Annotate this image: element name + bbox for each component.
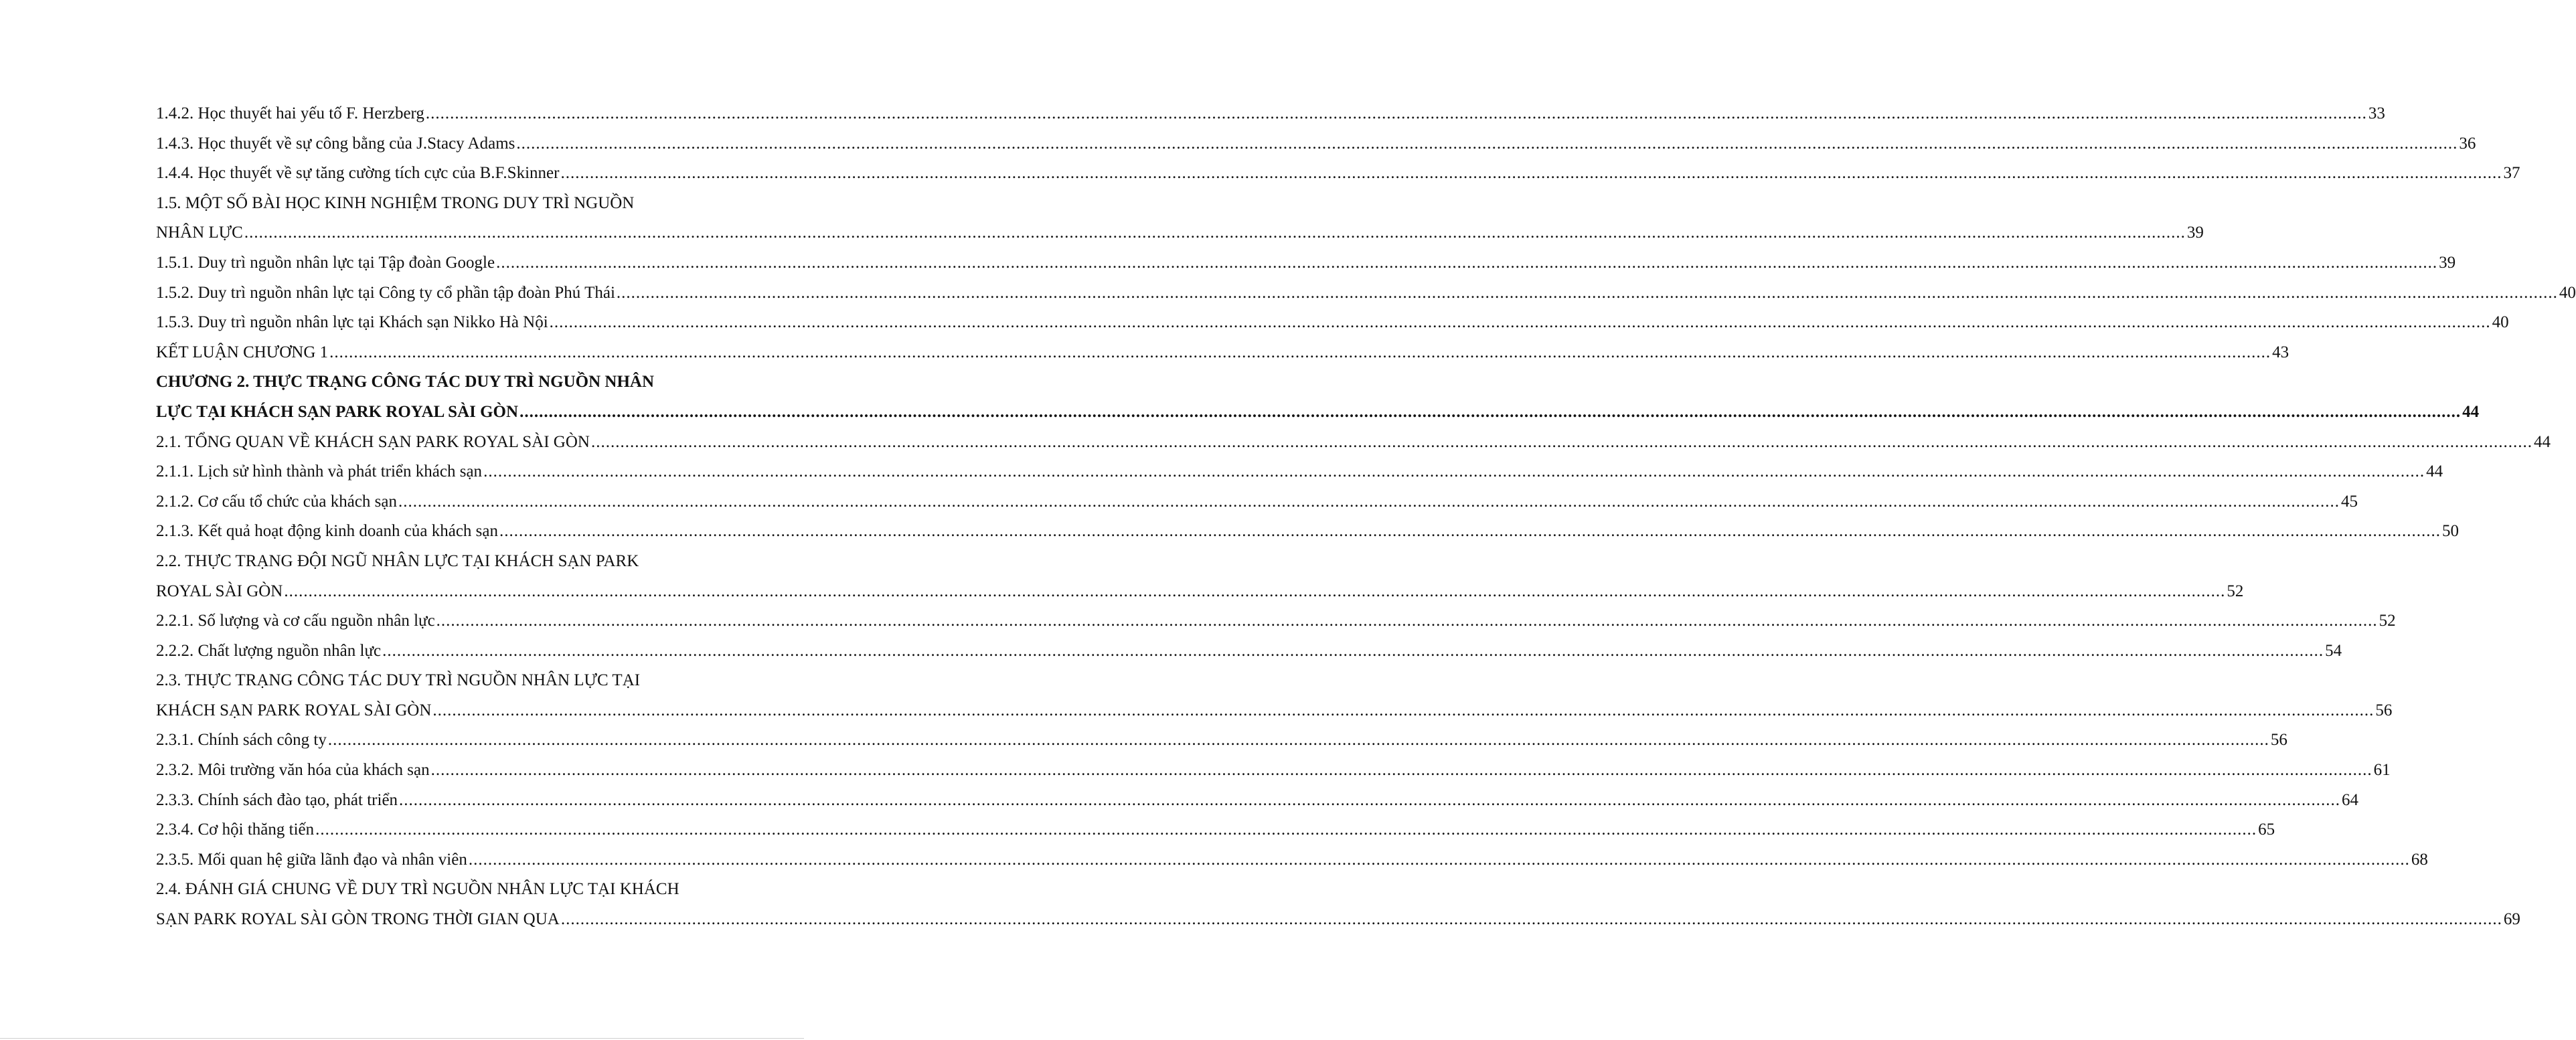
toc-entry-text: 2.2.1. Số lượng và cơ cấu nguồn nhân lực	[156, 612, 435, 630]
toc-dot-leader: ................................................................................................................................................................................................................................................................................................................................................................................................................	[244, 224, 2186, 242]
toc-dot-leader: ................................................................................................................................................................................................................................................................................................................................................................................................................	[516, 134, 2458, 153]
toc-page-number: 40	[2492, 313, 2509, 332]
toc-dot-leader: ................................................................................................................................................................................................................................................................................................................................................................................................................	[284, 582, 2226, 600]
toc-entry-text: 2.3.2. Môi trường văn hóa của khách sạn	[156, 761, 430, 780]
toc-entry	[156, 129, 2476, 159]
toc-entry-text: 2.3.3. Chính sách đào tạo, phát triển	[156, 790, 398, 809]
toc-page-number: 36	[2459, 134, 2476, 153]
toc-entry-text: ROYAL SÀI GÒN	[156, 582, 283, 600]
toc-page-number: 69	[2503, 910, 2520, 929]
toc-entry-text: 1.4.3. Học thuyết về sự công bằng của J.Stacy Adams	[156, 134, 515, 153]
toc-entry-text: 2.2. THỰC TRẠNG ĐỘI NGŨ NHÂN LỰC TẠI KHÁCH SẠN PARK	[156, 551, 639, 570]
toc-dot-leader: ................................................................................................................................................................................................................................................................................................................................................................................................................	[468, 850, 2410, 869]
toc-entry	[156, 159, 2520, 189]
toc-entry	[156, 99, 2385, 129]
toc-dot-leader: ................................................................................................................................................................................................................................................................................................................................................................................................................	[549, 313, 2491, 332]
toc-section-heading	[156, 875, 700, 905]
toc-entry	[156, 606, 2396, 636]
toc-entry	[156, 845, 2428, 875]
toc-page-number: 43	[2272, 343, 2289, 361]
toc-dot-leader: ................................................................................................................................................................................................................................................................................................................................................................................................................	[432, 701, 2374, 719]
toc-page-number: 33	[2368, 104, 2385, 122]
toc-dot-leader: ................................................................................................................................................................................................................................................................................................................................................................................................................	[315, 820, 2257, 839]
toc-entry-text: 2.1. TỔNG QUAN VỀ KHÁCH SẠN PARK ROYAL SÀI GÒN	[156, 432, 590, 451]
toc-entry-text: 2.1.2. Cơ cấu tổ chức của khách sạn	[156, 492, 397, 511]
toc-page-number: 37	[2503, 164, 2520, 183]
toc-entry-text: 2.3.4. Cơ hội thăng tiến	[156, 820, 315, 839]
toc-entry-text: 2.2.2. Chất lượng nguồn nhân lực	[156, 641, 382, 660]
toc-page-number: 44	[2462, 402, 2480, 421]
toc-entry-text: 1.5. MỘT SỐ BÀI HỌC KINH NGHIỆM TRONG DUY TRÌ NGUỒN	[156, 193, 635, 212]
toc-entry	[156, 815, 2275, 845]
toc-entry	[156, 487, 2358, 517]
table-of-contents	[156, 99, 2576, 935]
toc-page-number: 44	[2533, 432, 2551, 451]
toc-dot-leader: ................................................................................................................................................................................................................................................................................................................................................................................................................	[399, 790, 2341, 809]
toc-entry-text: KẾT LUẬN CHƯƠNG 1	[156, 343, 329, 361]
toc-entry	[156, 457, 2443, 487]
toc-page-number: 65	[2258, 820, 2275, 839]
toc-dot-leader: ................................................................................................................................................................................................................................................................................................................................................................................................................	[560, 164, 2502, 183]
toc-entry-text: 2.1.1. Lịch sử hình thành và phát triển khách sạn	[156, 462, 483, 481]
toc-entry-text: 2.4. ĐÁNH GIÁ CHUNG VỀ DUY TRÌ NGUỒN NHÂN LỰC TẠI KHÁCH	[156, 880, 679, 899]
toc-dot-leader: ................................................................................................................................................................................................................................................................................................................................................................................................................	[430, 761, 2372, 780]
toc-entry-text: 1.4.4. Học thuyết về sự tăng cường tích cực của B.F.Skinner	[156, 164, 560, 183]
toc-chapter-entry	[156, 398, 2480, 428]
toc-entry-text: 2.3.1. Chính sách công ty	[156, 731, 327, 750]
toc-entry	[156, 278, 2576, 309]
toc-chapter-heading	[156, 367, 700, 398]
toc-entry-text: 2.3. THỰC TRẠNG CÔNG TÁC DUY TRÌ NGUỒN NHÂN LỰC TẠI	[156, 671, 641, 690]
toc-dot-leader: ................................................................................................................................................................................................................................................................................................................................................................................................................	[483, 462, 2425, 481]
toc-dot-leader: ................................................................................................................................................................................................................................................................................................................................................................................................................	[436, 612, 2378, 630]
toc-section-heading	[156, 189, 700, 219]
toc-page-number: 56	[2270, 731, 2287, 750]
toc-page-number: 44	[2426, 462, 2443, 481]
toc-page-number: 52	[2379, 612, 2396, 630]
toc-dot-leader: ................................................................................................................................................................................................................................................................................................................................................................................................................	[519, 402, 2462, 421]
toc-dot-leader: ................................................................................................................................................................................................................................................................................................................................................................................................................	[425, 104, 2367, 122]
toc-entry-text: SẠN PARK ROYAL SÀI GÒN TRONG THỜI GIAN QUA	[156, 910, 560, 929]
toc-dot-leader: ................................................................................................................................................................................................................................................................................................................................................................................................................	[329, 343, 2271, 361]
toc-page-number: 50	[2442, 522, 2459, 541]
toc-entry	[156, 577, 2244, 607]
toc-entry-text: NHÂN LỰC	[156, 224, 243, 242]
toc-entry-text: 2.3.5. Mối quan hệ giữa lãnh đạo và nhân viên	[156, 850, 467, 869]
toc-dot-leader: ................................................................................................................................................................................................................................................................................................................................................................................................................	[560, 910, 2502, 929]
toc-entry	[156, 338, 2289, 368]
toc-dot-leader: ................................................................................................................................................................................................................................................................................................................................................................................................................	[398, 492, 2340, 511]
toc-entry	[156, 696, 2393, 726]
toc-entry-text: LỰC TẠI KHÁCH SẠN PARK ROYAL SÀI GÒN	[156, 402, 519, 421]
toc-entry	[156, 517, 2459, 547]
toc-page-number: 45	[2341, 492, 2358, 511]
toc-page-number: 39	[2439, 253, 2456, 272]
page-bottom-edge	[0, 1038, 804, 1039]
toc-page-number: 64	[2342, 790, 2359, 809]
toc-dot-leader: ................................................................................................................................................................................................................................................................................................................................................................................................................	[327, 731, 2269, 750]
toc-entry	[156, 905, 2520, 935]
toc-entry	[156, 756, 2391, 786]
toc-page-number: 40	[2559, 283, 2576, 302]
toc-entry-text: 1.5.1. Duy trì nguồn nhân lực tại Tập đoàn Google	[156, 253, 495, 272]
toc-entry	[156, 218, 2204, 248]
toc-section-heading	[156, 666, 700, 696]
toc-entry	[156, 786, 2359, 816]
toc-entry-text: 2.1.3. Kết quả hoạt động kinh doanh của khách sạn	[156, 522, 498, 541]
toc-dot-leader: ................................................................................................................................................................................................................................................................................................................................................................................................................	[499, 522, 2441, 541]
toc-page-number: 56	[2375, 701, 2393, 719]
toc-dot-leader: ................................................................................................................................................................................................................................................................................................................................................................................................................	[590, 432, 2532, 451]
toc-page-number: 54	[2325, 641, 2342, 660]
toc-entry	[156, 428, 2551, 458]
toc-page-number: 68	[2411, 850, 2428, 869]
toc-dot-leader: ................................................................................................................................................................................................................................................................................................................................................................................................................	[382, 641, 2324, 660]
toc-entry-text: KHÁCH SẠN PARK ROYAL SÀI GÒN	[156, 701, 432, 719]
toc-entry-text: CHƯƠNG 2. THỰC TRẠNG CÔNG TÁC DUY TRÌ NGUỒN NHÂN	[156, 373, 655, 392]
toc-entry	[156, 308, 2509, 338]
toc-page-number: 52	[2227, 582, 2244, 600]
toc-entry-text: 1.5.2. Duy trì nguồn nhân lực tại Công ty cổ phần tập đoàn Phú Thái	[156, 283, 615, 302]
toc-entry	[156, 725, 2287, 756]
toc-entry	[156, 636, 2342, 667]
toc-dot-leader: ................................................................................................................................................................................................................................................................................................................................................................................................................	[496, 253, 2438, 272]
toc-entry-text: 1.5.3. Duy trì nguồn nhân lực tại Khách sạn Nikko Hà Nội	[156, 313, 548, 332]
toc-page-number: 61	[2373, 761, 2391, 780]
toc-page-number: 39	[2186, 224, 2204, 242]
toc-section-heading	[156, 547, 700, 577]
toc-entry-text: 1.4.2. Học thuyết hai yếu tố F. Herzberg	[156, 104, 424, 122]
toc-dot-leader: ................................................................................................................................................................................................................................................................................................................................................................................................................	[616, 283, 2558, 302]
toc-entry	[156, 248, 2456, 278]
